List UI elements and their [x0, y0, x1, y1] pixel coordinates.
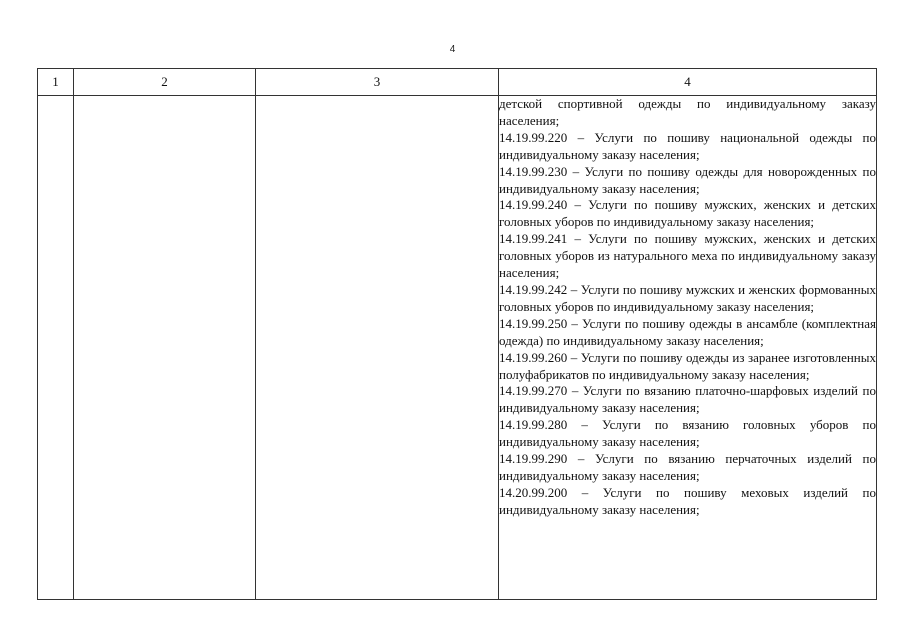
column-header-1: 1	[38, 69, 74, 96]
table-header-row	[38, 69, 877, 96]
column-header-2: 2	[74, 69, 256, 96]
service-entry: 14.19.99.250 – Услуги по пошиву одежды в ансамбле (комплектная одежда) по индивидуальному заказу населения;	[499, 315, 876, 348]
service-entry: 14.19.99.230 – Услуги по пошиву одежды для новорожденных по индивидуальному заказу населения;	[499, 163, 876, 196]
service-entry: 14.19.99.290 – Услуги по вязанию перчаточных изделий по индивидуальному заказу населения;	[499, 451, 876, 483]
classification-table	[37, 68, 877, 600]
cell-column-3	[256, 96, 499, 600]
service-entry: 14.19.99.242 – Услуги по пошиву мужских и женских формованных головных уборов по индивидуальному заказу населения;	[499, 281, 876, 314]
cell-column-4	[499, 96, 877, 600]
service-entry: детской спортивной одежды по индивидуальному заказу населения;	[499, 96, 876, 128]
service-entry: 14.19.99.270 – Услуги по вязанию платочно-шарфовых изделий по индивидуальному заказу населения;	[499, 383, 876, 416]
table-row	[38, 96, 877, 600]
service-entry: 14.19.99.260 – Услуги по пошиву одежды из заранее изготовленных полуфабрикатов по индивидуальному заказу населения;	[499, 349, 876, 382]
cell-column-1	[38, 96, 74, 600]
cell-column-2	[74, 96, 256, 600]
service-entry: 14.19.99.220 – Услуги по пошиву национальной одежды по индивидуальному заказу населения;	[499, 129, 876, 162]
service-entry: 14.19.99.280 – Услуги по вязанию головных уборов по индивидуальному заказу населения;	[499, 417, 876, 450]
page-number: 4	[449, 44, 456, 55]
service-entry: 14.19.99.240 – Услуги по пошиву мужских, женских и детских головных уборов по индивидуальному заказу населения;	[499, 197, 876, 230]
column-header-3: 3	[256, 69, 499, 96]
service-entry: 14.19.99.241 – Услуги по пошиву мужских, женских и детских головных уборов из натурального меха по индивидуальному заказу населения;	[499, 231, 876, 281]
column-header-4: 4	[499, 69, 877, 96]
service-entry: 14.20.99.200 – Услуги по пошиву меховых изделий по индивидуальному заказу населения;	[499, 484, 876, 517]
